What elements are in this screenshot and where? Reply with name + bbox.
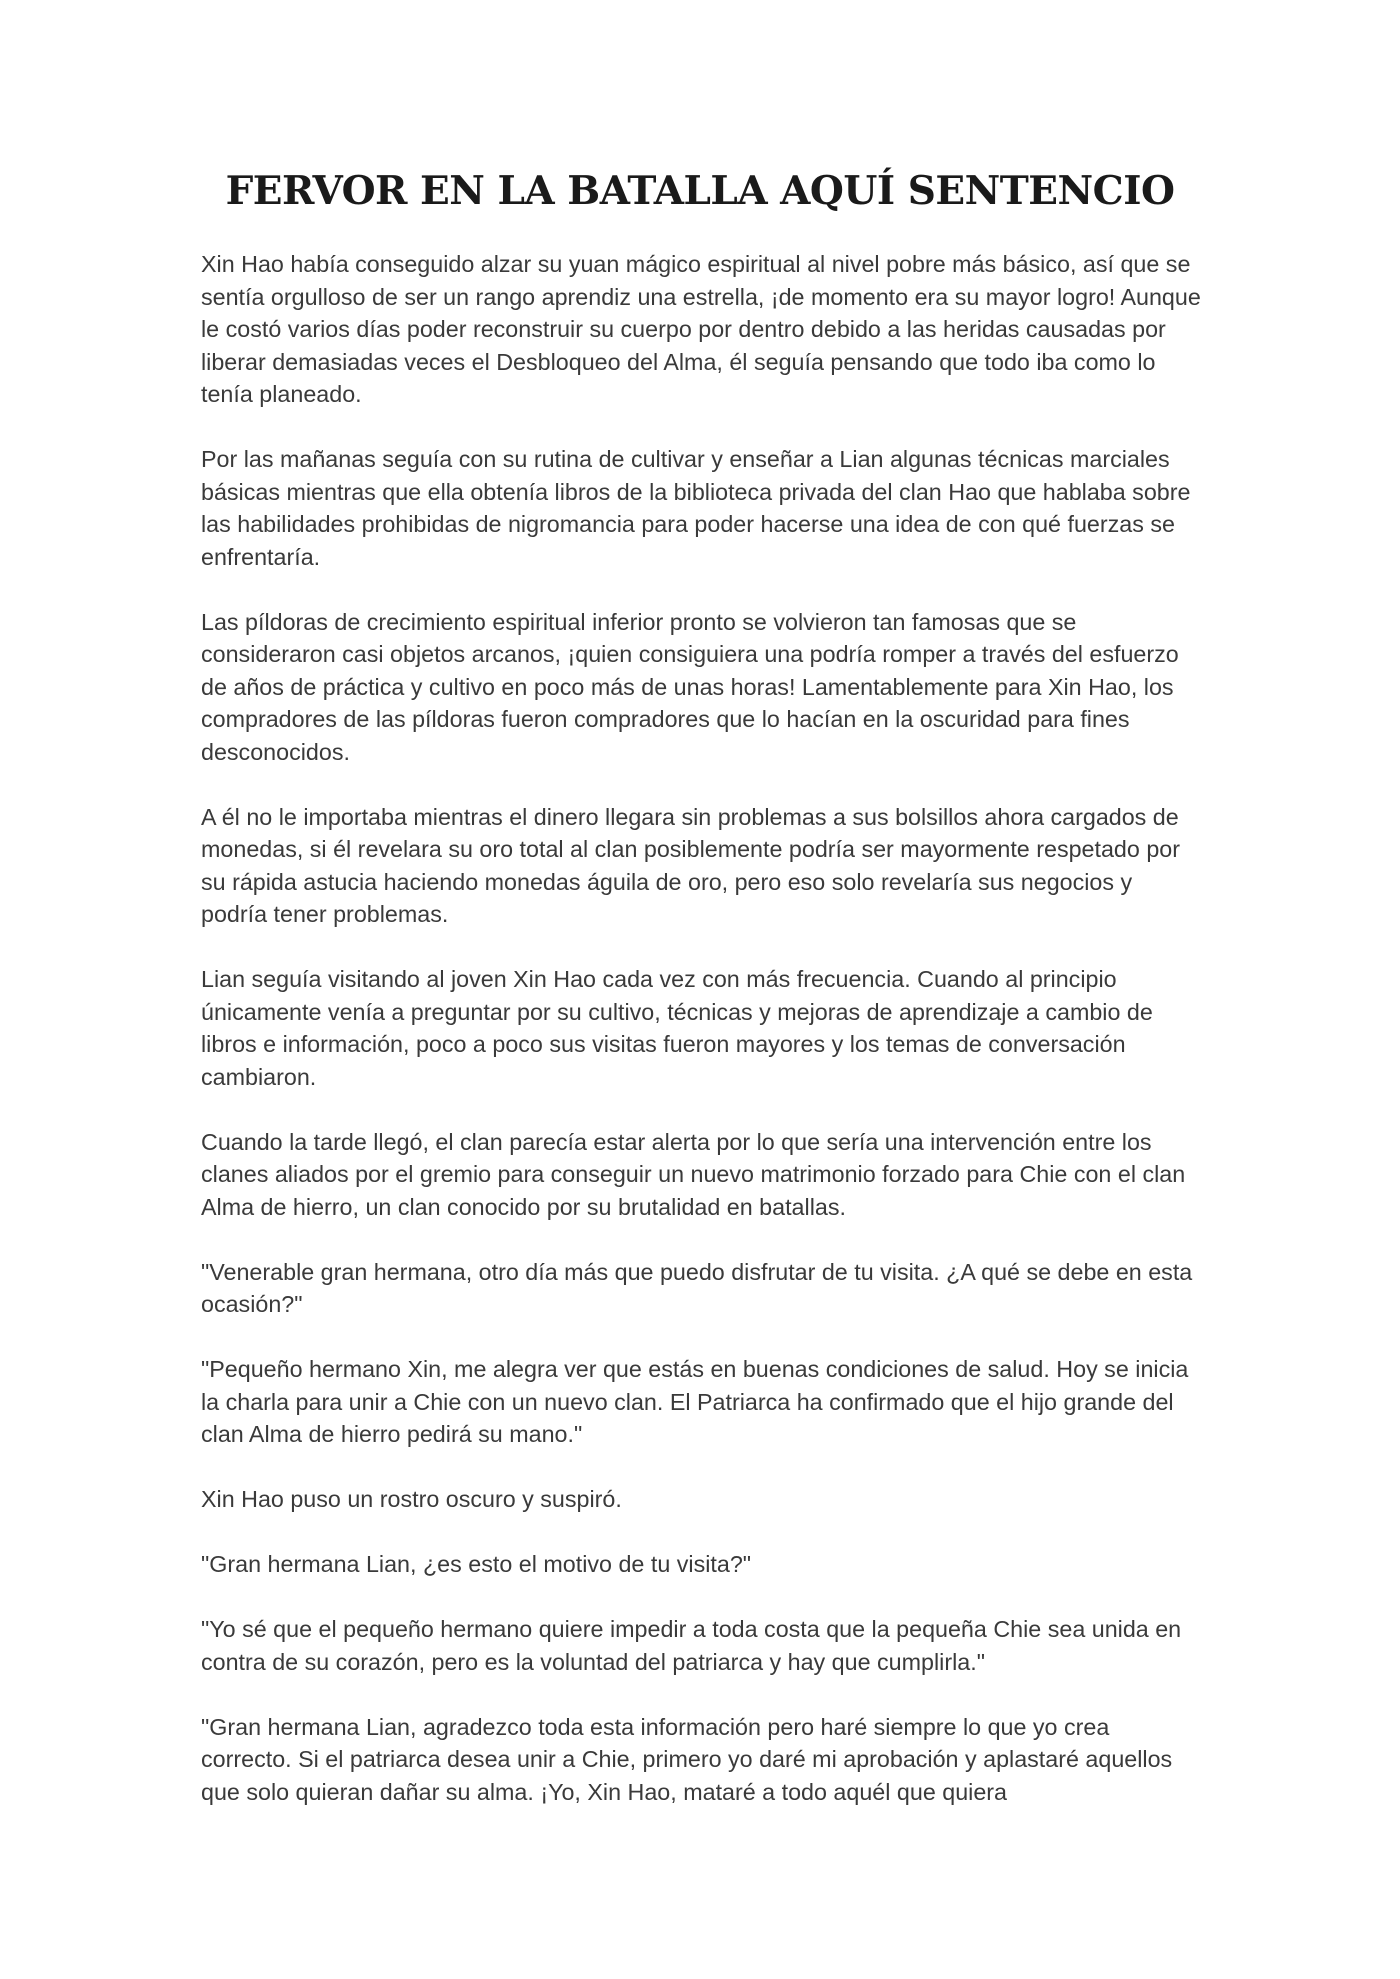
paragraph: Xin Hao puso un rostro oscuro y suspiró. — [201, 1486, 622, 1512]
paragraph: A él no le importaba mientras el dinero llegara sin problemas a sus bolsillos ahora cargados de monedas, si él revelara su oro total al clan posiblemente podría ser mayormente respetado por su rápida astucia haciendo monedas águila de oro, pero eso solo revelaría sus negocios y podría tener problemas. — [201, 803, 1180, 927]
paragraph: "Pequeño hermano Xin, me alegra ver que estás en buenas condiciones de salud. Hoy se inicia la charla para unir a Chie con un nuevo clan. El Patriarca ha confirmado que el hijo grande del clan Alma de hierro pedirá su mano." — [201, 1356, 1189, 1447]
paragraph: Por las mañanas seguía con su rutina de cultivar y enseñar a Lian algunas técnicas marciales básicas mientras que ella obtenía libros de la biblioteca privada del clan Hao que hablaba sobre las habilidades prohibidas de nigromancia para poder hacerse una idea de con qué fuerzas se enfrentaría. — [201, 446, 1191, 570]
paragraph: "Gran hermana Lian, agradezco toda esta información pero haré siempre lo que yo crea correcto. Si el patriarca desea unir a Chie, primero yo daré mi aprobación y aplastaré aquellos que solo quieran dañar su alma. ¡Yo, Xin Hao, mataré a todo aquél que quiera — [201, 1713, 1173, 1805]
document-body — [201, 248, 1201, 1841]
document-title: FERVOR EN LA BATALLA AQUÍ SENTENCIO — [225, 168, 1175, 214]
paragraph: Lian seguía visitando al joven Xin Hao cada vez con más frecuencia. Cuando al principio únicamente venía a preguntar por su cultivo, técnicas y mejoras de aprendizaje a cambio de libros e información, poco a poco sus visitas fueron mayores y los temas de conversación cambiaron. — [201, 966, 1153, 1090]
paragraph: "Gran hermana Lian, ¿es esto el motivo de tu visita?" — [201, 1551, 752, 1577]
paragraph: "Venerable gran hermana, otro día más que puedo disfrutar de tu visita. ¿A qué se debe en esta ocasión?" — [201, 1258, 1193, 1317]
paragraph: Las píldoras de crecimiento espiritual inferior pronto se volvieron tan famosas que se consideraron casi objetos arcanos, ¡quien consiguiera una podría romper a través del esfuerzo de años de práctica y cultivo en poco más de unas horas! Lamentablemente para Xin Hao, los compradores de las píldoras fueron compradores que lo hacían en la oscuridad para fines desconocidos. — [201, 608, 1179, 765]
paragraph: "Yo sé que el pequeño hermano quiere impedir a toda costa que la pequeña Chie sea unida en contra de su corazón, pero es la voluntad del patriarca y hay que cumplirla." — [201, 1616, 1182, 1675]
paragraph: Cuando la tarde llegó, el clan parecía estar alerta por lo que sería una intervención entre los clanes aliados por el gremio para conseguir un nuevo matrimonio forzado para Chie con el clan Alma de hierro, un clan conocido por su brutalidad en batallas. — [201, 1128, 1186, 1220]
paragraph: Xin Hao había conseguido alzar su yuan mágico espiritual al nivel pobre más básico, así que se sentía orgulloso de ser un rango aprendiz una estrella, ¡de momento era su mayor logro! Aunque le costó varios días poder reconstruir su cuerpo por dentro debido a las heridas causadas por liberar demasiadas veces el Desbloqueo del Alma, él seguía pensando que todo iba como lo tenía planeado. — [201, 251, 1201, 407]
